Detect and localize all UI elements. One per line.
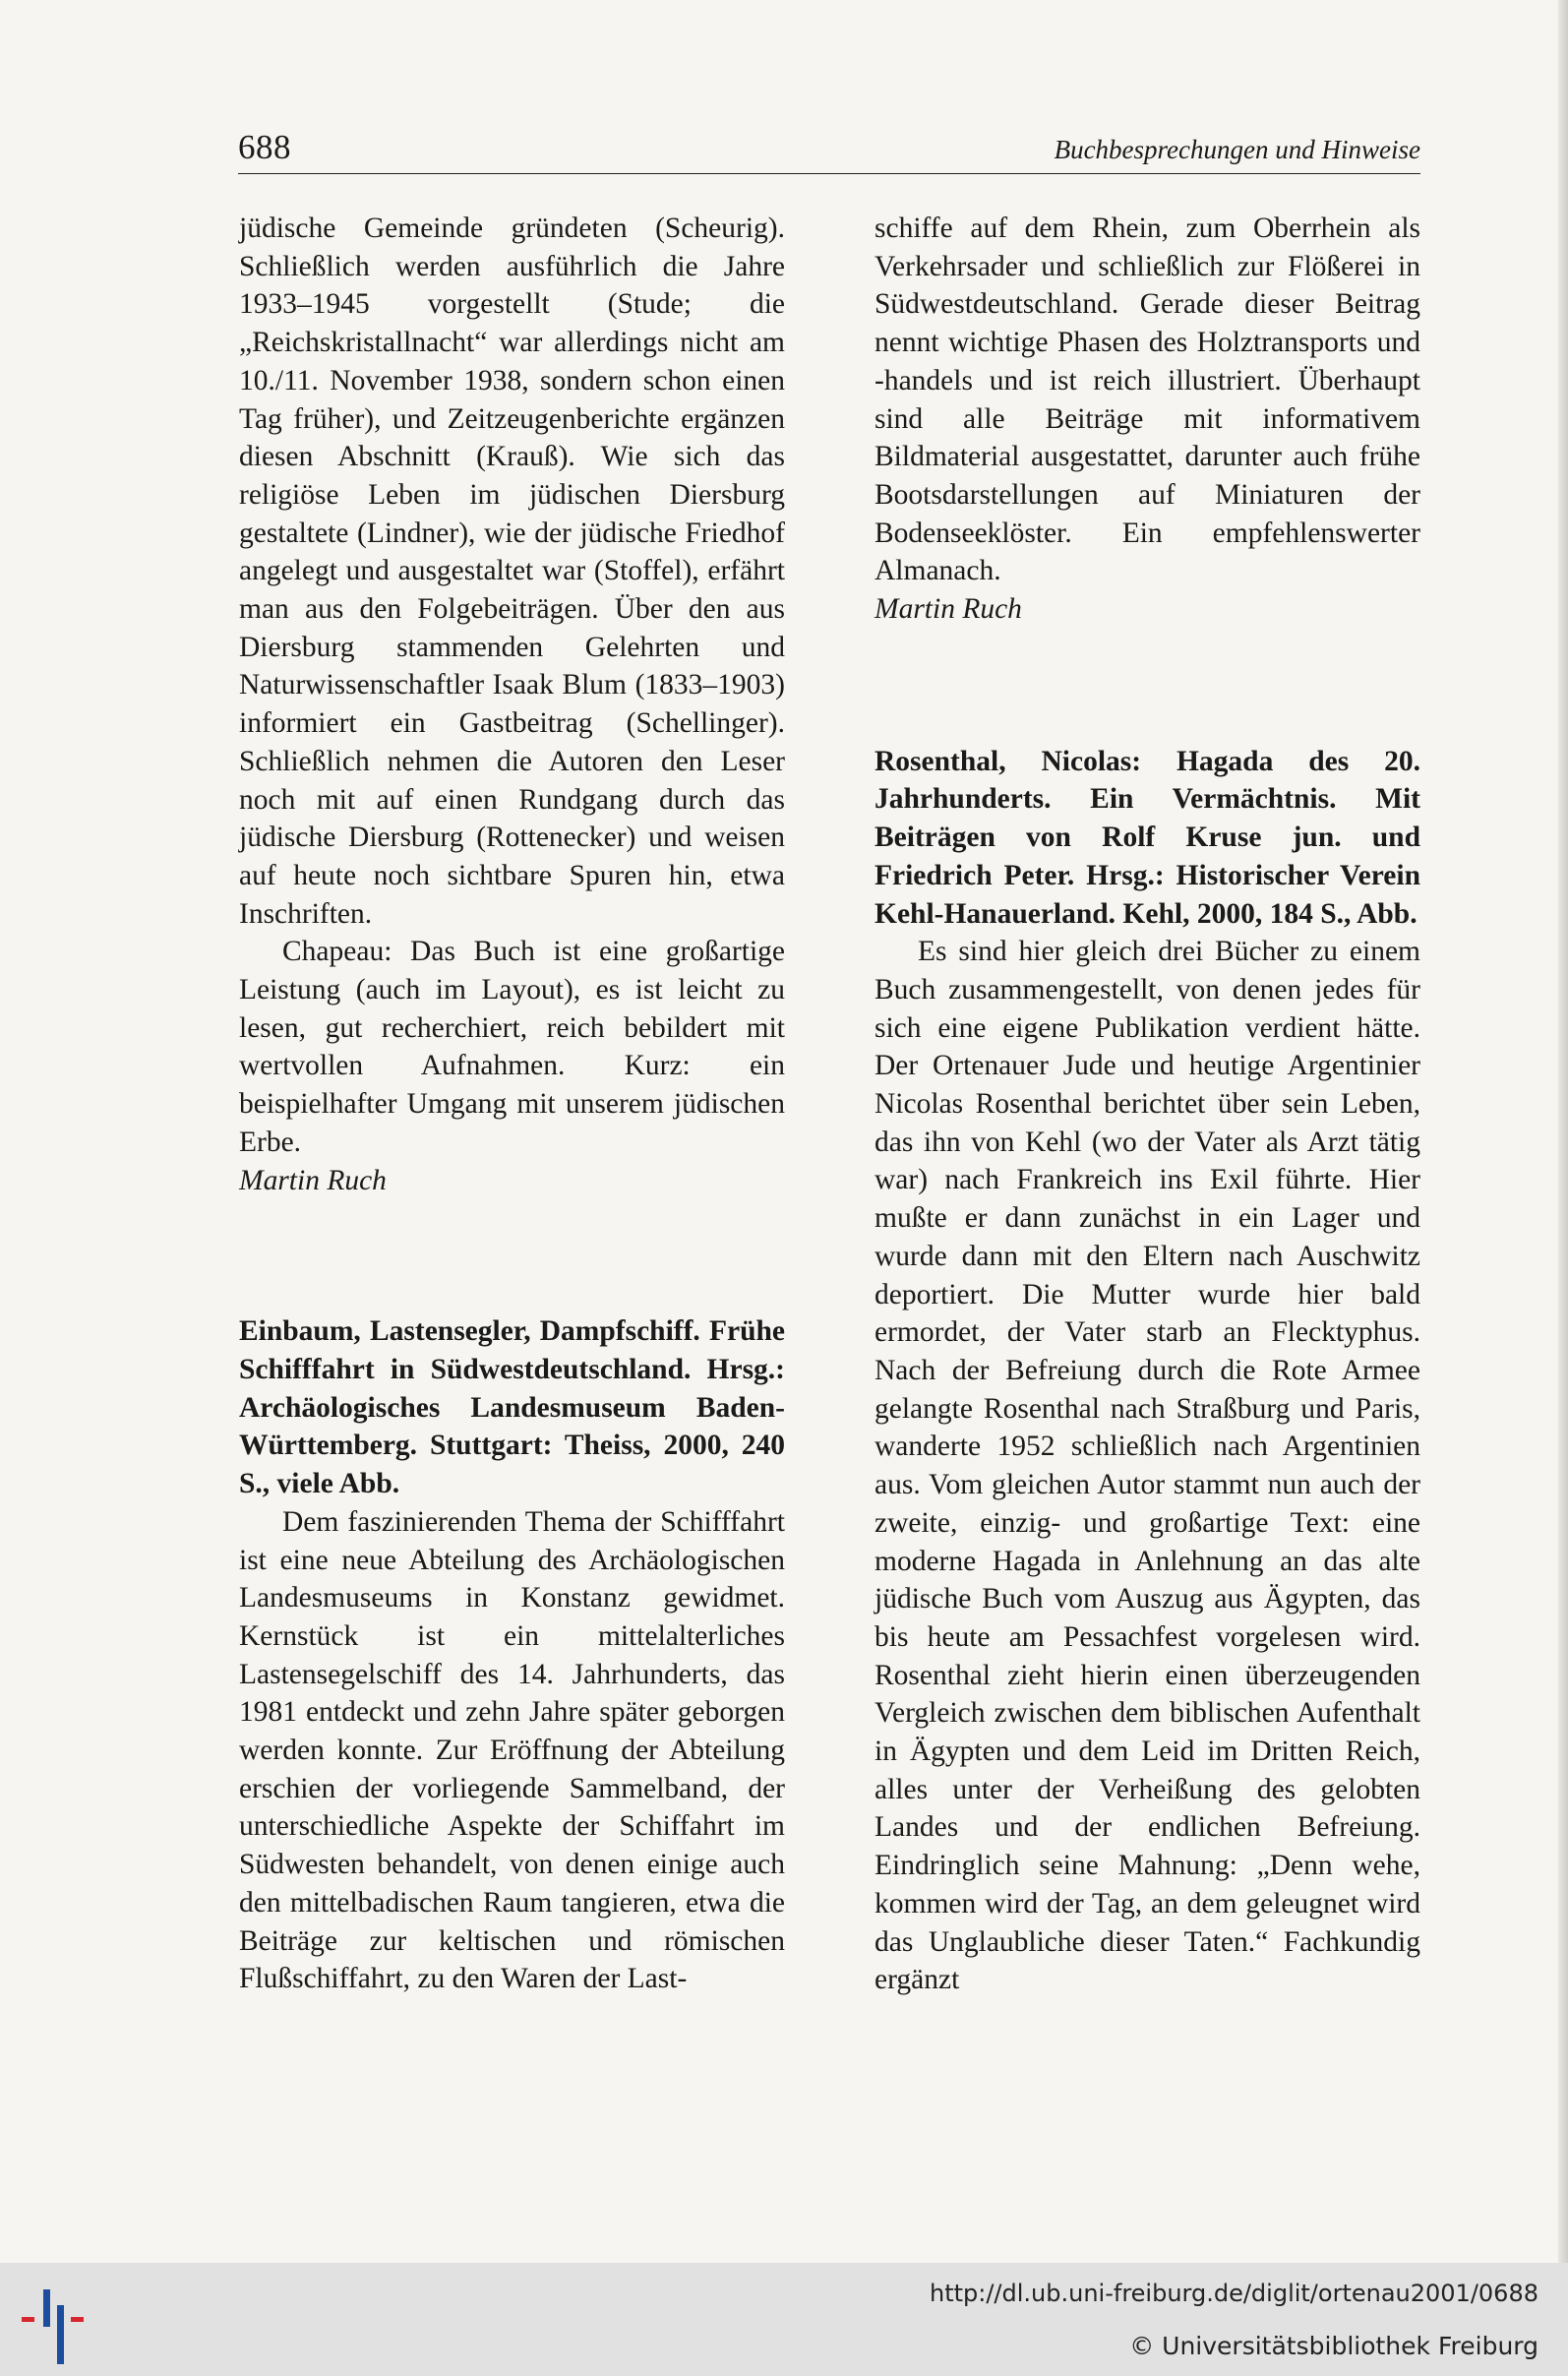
review-text: schiffe auf dem Rhein, zum Oberrhein als Verkehrsader und schließlich zur Flößerei in Südwestdeutschland. Gerade dieser Beitrag nennt wichtige Phasen des Holztransports und -handels und ist reich illustriert. Überhaupt sind alle Beiträge mit informativem Bildmaterial ausgestattet, darunter auch frühe Bootsdarstellungen auf Miniaturen der Bodenseeklöster. Ein empfehlenswerter Almanach. (874, 213, 1420, 587)
footer-bar (0, 2263, 1568, 2376)
page-edge (1558, 0, 1568, 2263)
copyright-notice: © Universitätsbibliothek Freiburg (1129, 2332, 1538, 2360)
review-text: Es sind hier gleich drei Bücher zu einem Buch zusammengestellt, von denen jedes für sich eine eigene Publikation verdient hätte. Der Ortenauer Jude und heutige Argentinier Nicolas Rosenthal berichtet über sein Leben, das ihn von Kehl (wo der Vater als Arzt tätig war) nach Frankreich ins Exil führte. Hier mußte er dann zunächst in ein Lager und wurde dann mit den Eltern nach Auschwitz deportiert. Die Mutter wurde hier bald ermordet, der Vater starb an Flecktyphus. Nach der Befreiung durch die Rote Armee gelangte Rosenthal nach Straßburg und Paris, wanderte 1952 schließlich nach Argentinien aus. Vom gleichen Autor stammt nun auch der zweite, einzig- und großartige Text: eine moderne Hagada in Anlehnung an das alte jüdische Buch vom Auszug aus Ägypten, das bis heute am Pessachfest vorgelesen wird. Rosenthal zieht hierin einen überzeugenden Vergleich zwischen dem biblischen Aufenthalt in Ägypten und dem Leid im Dritten Reich, alles unter der Verheißung des gelobten Landes und der endlichen Befreiung. Eindringlich seine Mahnung: „Denn wehe, kommen wird der Tag, an dem geleugnet wird das Unglaubliche dieser Taten.“ Fachkundig ergänzt (874, 936, 1420, 1996)
right-column (874, 210, 1420, 1999)
review-author: Martin Ruch (239, 1164, 387, 1196)
university-library-logo-icon (20, 2278, 98, 2366)
review-text: Dem faszinierenden Thema der Schifffahrt ist eine neue Abteilung des Archäologischen Landesmuseums in Konstanz gewidmet. Kernstück ist ein mittelalterliches Lastensegelschiff des 14. Jahrhunderts, das 1981 entdeckt und zehn Jahre später geborgen werden konnte. Zur Eröffnung der Abteilung erschien der vorliegende Sammelband, der unterschiedliche Aspekte der Schiffahrt im Südwesten behandelt, von denen einige auch den mittelbadischen Raum tangieren, etwa die Beiträge zur keltischen und römischen Flußschiffahrt, zu den Waren der Last- (239, 1505, 785, 1995)
section-title: Buchbesprechungen und Hinweise (1054, 135, 1420, 164)
source-link[interactable]: http://dl.ub.uni-freiburg.de/diglit/ortenau2001/0688 (929, 2280, 1538, 2307)
page-number: 688 (238, 128, 291, 166)
review-heading: Einbaum, Lastensegler, Dampfschiff. Frühe Schifffahrt in Südwestdeutschland. Hrsg.: Archäologisches Landesmuseum Baden-Württemberg. Stuttgart: Theiss, 2000, 240 S., viele Abb. (239, 1315, 785, 1500)
review-text: Chapeau: Das Buch ist eine großartige Leistung (auch im Layout), es ist leicht zu lesen, gut recherchiert, reich bebildert mit wertvollen Aufnahmen. Kurz: ein beispielhafter Umgang mit unserem jüdischen Erbe. (239, 936, 785, 1158)
review-heading: Rosenthal, Nicolas: Hagada des 20. Jahrhunderts. Ein Vermächtnis. Mit Beiträgen von Rolf Kruse jun. und Friedrich Peter. Hrsg.: Historischer Verein Kehl-Hanauerland. Kehl, 2000, 184 S., Abb. (874, 745, 1420, 930)
running-head (238, 126, 1420, 174)
left-column (239, 210, 785, 1998)
review-author: Martin Ruch (874, 593, 1022, 626)
review-text: jüdische Gemeinde gründeten (Scheurig). Schließlich werden ausführlich die Jahre 1933–1945 vorgestellt (Stude; die „Reichskristallnacht“ war allerdings nicht am 10./11. November 1938, sondern schon einen Tag früher), und Zeitzeugenberichte ergänzen diesen Abschnitt (Krauß). Wie sich das religiöse Leben im jüdischen Diersburg gestaltete (Lindner), wie der jüdische Friedhof angelegt und ausgestaltet war (Stoffel), erfährt man aus den Folgebeiträgen. Über den aus Diersburg stammenden Gelehrten und Naturwissenschaftler Isaak Blum (1833–1903) informiert ein Gastbeitrag (Schellinger). Schließlich nehmen die Autoren den Leser noch mit auf einen Rundgang durch das jüdische Diersburg (Rottenecker) und weisen auf heute noch sichtbare Spuren hin, etwa Inschriften. (239, 213, 785, 930)
